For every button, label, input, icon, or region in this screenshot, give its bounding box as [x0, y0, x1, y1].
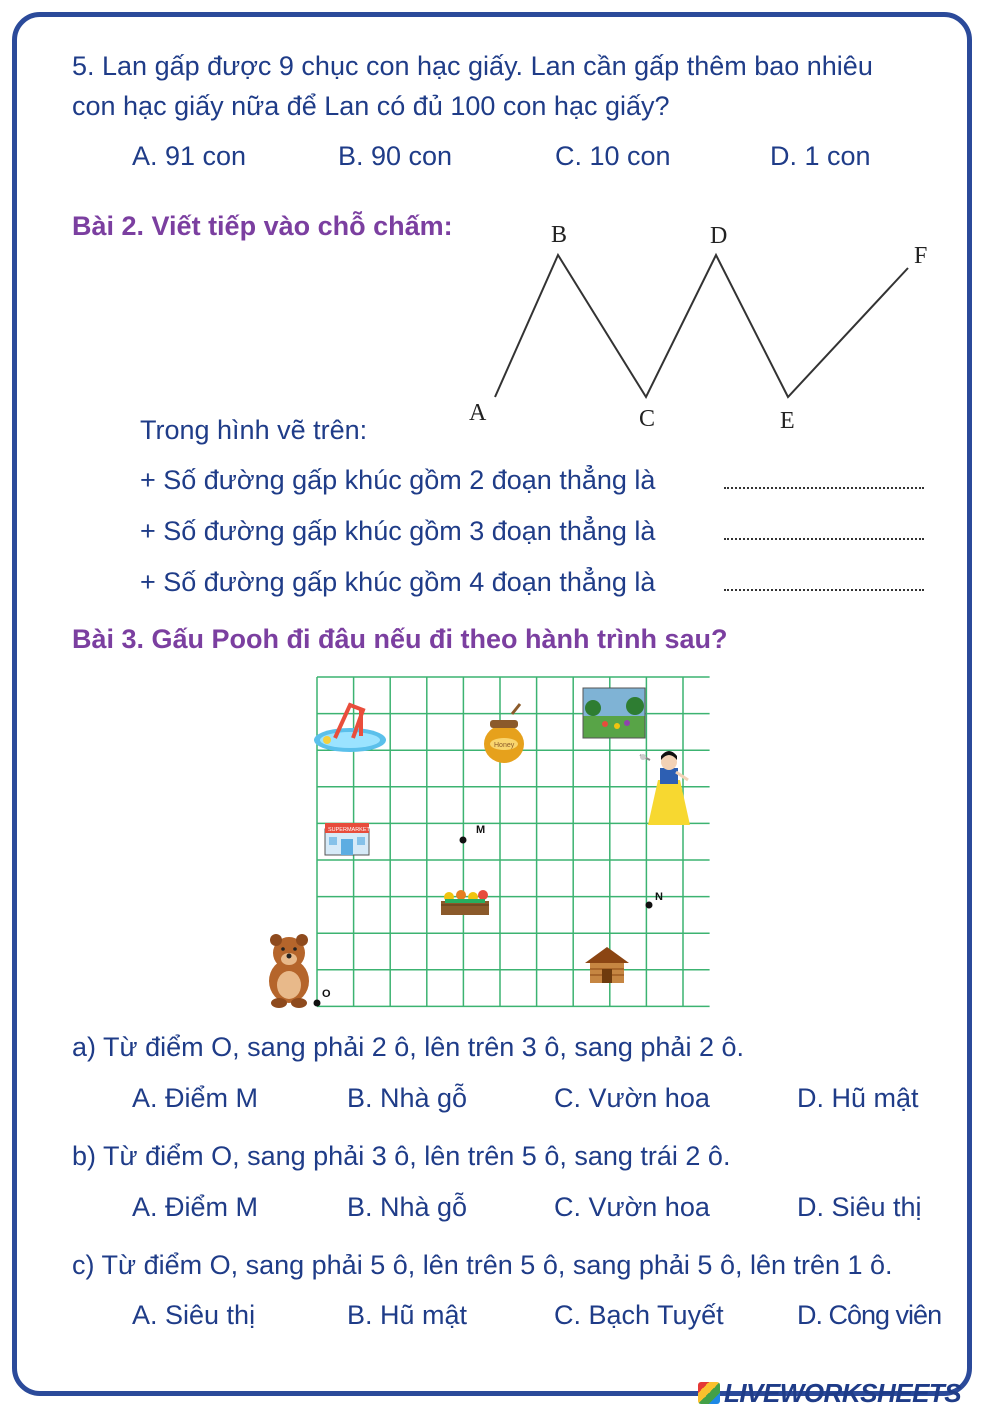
bai2-line-2: + Số đường gấp khúc gồm 3 đoạn thẳng là [140, 516, 656, 546]
q5-line2: con hạc giấy nữa để Lan có đủ 100 con hạc giấy? [72, 91, 670, 121]
water-park-icon [314, 705, 386, 752]
label-m: M [476, 824, 486, 836]
point-label-d: D [710, 223, 728, 249]
point-label-e: E [780, 408, 795, 434]
q5-option-a[interactable]: A. 91 con [132, 141, 247, 171]
bai3-question-a: a) Từ điểm O, sang phải 2 ô, lên trên 3 ô, sang phải 2 ô. [72, 1032, 744, 1062]
q5-line1: 5. Lan gấp được 9 chục con hạc giấy. Lan cần gấp thêm bao nhiêu [72, 51, 873, 81]
point-label-f: F [914, 243, 928, 269]
answer-blank-3[interactable] [724, 589, 924, 591]
flower-garden-icon [441, 890, 489, 915]
supermarket-sign: SUPERMARKET [328, 827, 370, 833]
point-label-a: A [469, 400, 487, 426]
pooh-bear-icon [269, 934, 309, 1008]
q5-option-d[interactable]: D. 1 con [770, 141, 871, 171]
bai3-c-option-a[interactable]: A. Siêu thị [132, 1300, 256, 1330]
park-icon [583, 688, 645, 738]
honey-label: Honey [494, 742, 515, 749]
bai3-a-option-b[interactable]: B. Nhà gỗ [347, 1083, 468, 1113]
bai3-a-option-a[interactable]: A. Điểm M [132, 1083, 259, 1113]
bai3-b-option-c[interactable]: C. Vườn hoa [554, 1192, 710, 1222]
wooden-house-icon [585, 947, 629, 983]
bai3-a-option-d[interactable]: D. Hũ mật [797, 1083, 919, 1113]
bai3-b-option-b[interactable]: B. Nhà gỗ [347, 1192, 468, 1222]
label-o: O [322, 988, 331, 1000]
honey-pot-icon [484, 704, 524, 763]
bai2-heading: Bài 2. Viết tiếp vào chỗ chấm: [72, 211, 453, 241]
map-grid [260, 670, 720, 1015]
bai2-line-1: + Số đường gấp khúc gồm 2 đoạn thẳng là [140, 465, 656, 495]
point-o [314, 1000, 321, 1007]
point-label-b: B [551, 222, 568, 248]
bai3-question-b: b) Từ điểm O, sang phải 3 ô, lên trên 5 ô, sang trái 2 ô. [72, 1141, 731, 1171]
q5-option-b[interactable]: B. 90 con [338, 141, 453, 171]
bai2-line-3: + Số đường gấp khúc gồm 4 đoạn thẳng là [140, 567, 656, 597]
bai3-a-option-c[interactable]: C. Vườn hoa [554, 1083, 710, 1113]
bai3-b-option-a[interactable]: A. Điểm M [132, 1192, 259, 1222]
polyline-abcdef [495, 255, 908, 397]
bai3-c-option-b[interactable]: B. Hũ mật [347, 1300, 468, 1330]
q5-option-c[interactable]: C. 10 con [555, 141, 671, 171]
bai3-c-option-d[interactable]: D. Công viên [797, 1300, 942, 1330]
point-n [646, 902, 653, 909]
bai3-c-option-c[interactable]: C. Bạch Tuyết [554, 1300, 724, 1330]
bai3-heading: Bài 3. Gấu Pooh đi đâu nếu đi theo hành trình sau? [72, 624, 728, 654]
bai3-b-option-d[interactable]: D. Siêu thị [797, 1192, 922, 1222]
supermarket-icon [325, 823, 371, 855]
bai3-question-c: c) Từ điểm O, sang phải 5 ô, lên trên 5 ô, sang phải 5 ô, lên trên 1 ô. [72, 1250, 893, 1280]
answer-blank-2[interactable] [724, 538, 924, 540]
liveworksheets-badge-icon [698, 1382, 720, 1404]
answer-blank-1[interactable] [724, 487, 924, 489]
bai2-intro: Trong hình vẽ trên: [140, 415, 368, 445]
liveworksheets-logo [698, 1378, 961, 1409]
point-m [460, 837, 467, 844]
polyline-figure [440, 210, 960, 440]
footer-brand: LIVEWORKSHEETS [724, 1378, 962, 1408]
label-n: N [655, 891, 663, 903]
point-label-c: C [639, 406, 656, 432]
